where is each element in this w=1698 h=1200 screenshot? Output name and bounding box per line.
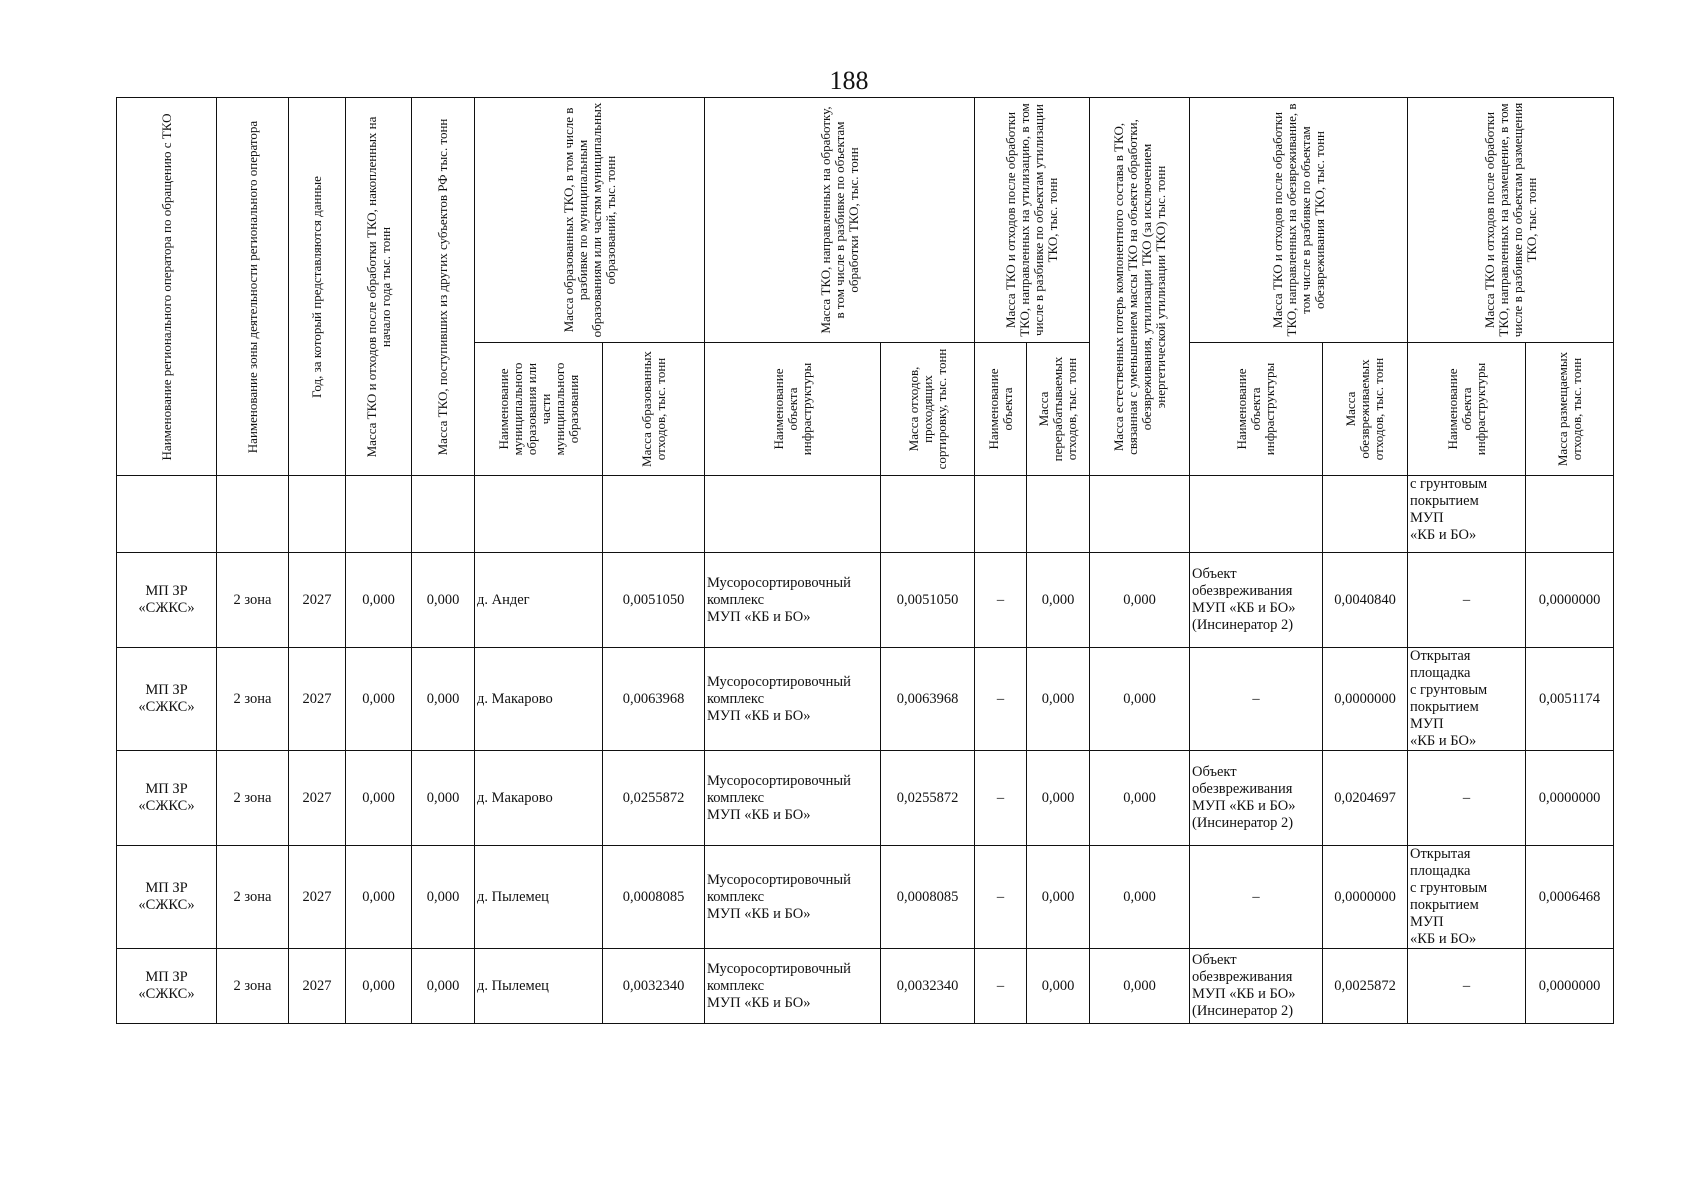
cell-utilization-mass: 0,000	[1027, 846, 1090, 949]
cell-neutralization-mass: 0,0040840	[1323, 553, 1408, 648]
cell-year: 2027	[289, 949, 346, 1024]
cell-processing-mass: 0,0008085	[881, 846, 975, 949]
cell-accumulated: 0,000	[346, 949, 412, 1024]
cell-empty	[475, 476, 603, 553]
table-row	[117, 846, 1614, 949]
cell-placement-mass: 0,0000000	[1526, 553, 1614, 648]
cell-empty	[975, 476, 1027, 553]
cell-operator: МП ЗР «СЖКС»	[117, 648, 217, 751]
header-processing-mass: Масса отходов, проходящих сортировку, тыс. тонн	[881, 343, 975, 476]
cell-empty	[881, 476, 975, 553]
cell-neutralization-object: Объект обезвреживания МУП «КБ и БО» (Инсинератор 2)	[1190, 553, 1323, 648]
cell-empty	[412, 476, 475, 553]
cell-placement-mass: 0,0000000	[1526, 751, 1614, 846]
cell-losses: 0,000	[1090, 846, 1190, 949]
table-row	[117, 949, 1614, 1024]
cell-received: 0,000	[412, 751, 475, 846]
cell-year: 2027	[289, 751, 346, 846]
cell-operator: МП ЗР «СЖКС»	[117, 846, 217, 949]
header-processing-object: Наименование объекта инфраструктуры	[705, 343, 881, 476]
cell-municipality: д. Пылемец	[475, 846, 603, 949]
cell-processing-mass: 0,0255872	[881, 751, 975, 846]
header-operator: Наименование регионального оператора по обращению с ТКО	[117, 98, 217, 476]
cell-placement-object-continued: с грунтовым покрытием МУП «КБ и БО»	[1408, 476, 1526, 553]
cell-municipality: д. Макарово	[475, 648, 603, 751]
cell-formed-mass: 0,0063968	[603, 648, 705, 751]
cell-utilization-object: –	[975, 949, 1027, 1024]
header-zone: Наименование зоны деятельности регионального оператора	[217, 98, 289, 476]
cell-received: 0,000	[412, 553, 475, 648]
cell-losses: 0,000	[1090, 553, 1190, 648]
cell-processing-mass: 0,0051050	[881, 553, 975, 648]
cell-empty	[289, 476, 346, 553]
cell-received: 0,000	[412, 648, 475, 751]
cell-placement-object: –	[1408, 751, 1526, 846]
cell-placement-mass: 0,0051174	[1526, 648, 1614, 751]
cell-formed-mass: 0,0032340	[603, 949, 705, 1024]
cell-year: 2027	[289, 846, 346, 949]
cell-placement-mass: 0,0006468	[1526, 846, 1614, 949]
cell-processing-mass: 0,0032340	[881, 949, 975, 1024]
table-row	[117, 648, 1614, 751]
header-placement-group: Масса ТКО и отходов после обработки ТКО, направленных на размещение, в том числе в разбивке по объектам размещения ТКО, тыс. тонн	[1408, 98, 1614, 343]
cell-utilization-object: –	[975, 553, 1027, 648]
cell-placement-object: Открытая площадка с грунтовым покрытием МУП «КБ и БО»	[1408, 846, 1526, 949]
cell-processing-mass: 0,0063968	[881, 648, 975, 751]
cell-processing-object: Мусоросортировочный комплекс МУП «КБ и БО»	[705, 553, 881, 648]
cell-empty	[705, 476, 881, 553]
cell-processing-object: Мусоросортировочный комплекс МУП «КБ и БО»	[705, 751, 881, 846]
header-neutralization-object: Наименование объекта инфраструктуры	[1190, 343, 1323, 476]
table-row	[117, 553, 1614, 648]
cell-utilization-mass: 0,000	[1027, 751, 1090, 846]
header-utilization-object: Наименование объекта	[975, 343, 1027, 476]
header-accumulated: Масса ТКО и отходов после обработки ТКО, накопленных на начало года тыс. тонн	[346, 98, 412, 476]
page-number: 188	[829, 66, 869, 95]
cell-processing-object: Мусоросортировочный комплекс МУП «КБ и БО»	[705, 648, 881, 751]
cell-zone: 2 зона	[217, 553, 289, 648]
header-placement-mass: Масса размещаемых отходов, тыс. тонн	[1526, 343, 1614, 476]
cell-utilization-object: –	[975, 648, 1027, 751]
header-row-groups	[117, 98, 1614, 343]
continuation-row	[117, 476, 1614, 553]
cell-formed-mass: 0,0008085	[603, 846, 705, 949]
cell-neutralization-mass: 0,0204697	[1323, 751, 1408, 846]
header-neutralization-mass: Масса обезвреживаемых отходов, тыс. тонн	[1323, 343, 1408, 476]
cell-accumulated: 0,000	[346, 648, 412, 751]
cell-placement-object: –	[1408, 949, 1526, 1024]
cell-placement-mass: 0,0000000	[1526, 949, 1614, 1024]
cell-neutralization-object: Объект обезвреживания МУП «КБ и БО» (Инсинератор 2)	[1190, 751, 1323, 846]
cell-empty	[1090, 476, 1190, 553]
cell-processing-object: Мусоросортировочный комплекс МУП «КБ и БО»	[705, 949, 881, 1024]
cell-empty	[117, 476, 217, 553]
cell-empty	[217, 476, 289, 553]
cell-utilization-mass: 0,000	[1027, 648, 1090, 751]
cell-losses: 0,000	[1090, 751, 1190, 846]
cell-zone: 2 зона	[217, 846, 289, 949]
cell-neutralization-mass: 0,0000000	[1323, 846, 1408, 949]
cell-zone: 2 зона	[217, 949, 289, 1024]
cell-empty	[1027, 476, 1090, 553]
cell-neutralization-object: Объект обезвреживания МУП «КБ и БО» (Инсинератор 2)	[1190, 949, 1323, 1024]
cell-municipality: д. Пылемец	[475, 949, 603, 1024]
cell-utilization-mass: 0,000	[1027, 553, 1090, 648]
cell-formed-mass: 0,0255872	[603, 751, 705, 846]
cell-year: 2027	[289, 553, 346, 648]
cell-received: 0,000	[412, 846, 475, 949]
header-year: Год, за который представляются данные	[289, 98, 346, 476]
cell-accumulated: 0,000	[346, 846, 412, 949]
header-neutralization-group: Масса ТКО и отходов после обработки ТКО, направленных на обезвреживание, в том числе в разбивке по объектам обезвреживания ТКО, тыс. тонн	[1190, 98, 1408, 343]
cell-empty	[1323, 476, 1408, 553]
header-utilization-mass: Масса перерабатываемых отходов, тыс. тонн	[1027, 343, 1090, 476]
cell-empty	[1526, 476, 1614, 553]
cell-municipality: д. Макарово	[475, 751, 603, 846]
header-placement-object: Наименование объекта инфраструктуры	[1408, 343, 1526, 476]
cell-received: 0,000	[412, 949, 475, 1024]
header-losses: Масса естественных потерь компонентного состава в ТКО, связанная с уменьшением массы ТКО на объекте обработки, обезвреживания, утилизации ТКО (за исключением энергетической утилизации ТКО) тыс. тонн	[1090, 98, 1190, 476]
header-municipality: Наименование муниципального образования или части муниципального образования	[475, 343, 603, 476]
waste-flow-table	[116, 97, 1614, 1024]
cell-neutralization-object: –	[1190, 648, 1323, 751]
cell-zone: 2 зона	[217, 648, 289, 751]
cell-accumulated: 0,000	[346, 553, 412, 648]
cell-placement-object: Открытая площадка с грунтовым покрытием МУП «КБ и БО»	[1408, 648, 1526, 751]
header-processing-group: Масса ТКО, направленных на обработку, в том числе в разбивке по объектам обработки ТКО, тыс. тонн	[705, 98, 975, 343]
cell-municipality: д. Андег	[475, 553, 603, 648]
cell-empty	[346, 476, 412, 553]
cell-neutralization-mass: 0,0000000	[1323, 648, 1408, 751]
cell-placement-object: –	[1408, 553, 1526, 648]
cell-losses: 0,000	[1090, 949, 1190, 1024]
cell-operator: МП ЗР «СЖКС»	[117, 553, 217, 648]
header-received: Масса ТКО, поступивших из других субъектов РФ тыс. тонн	[412, 98, 475, 476]
header-formed-group: Масса образованных ТКО, в том числе в разбивке по муниципальным образованиям или частям муниципальных образований, тыс. тонн	[475, 98, 705, 343]
cell-empty	[1190, 476, 1323, 553]
header-formed-mass: Масса образованных отходов, тыс. тонн	[603, 343, 705, 476]
cell-empty	[603, 476, 705, 553]
cell-neutralization-object: –	[1190, 846, 1323, 949]
cell-utilization-object: –	[975, 751, 1027, 846]
cell-neutralization-mass: 0,0025872	[1323, 949, 1408, 1024]
cell-operator: МП ЗР «СЖКС»	[117, 949, 217, 1024]
cell-processing-object: Мусоросортировочный комплекс МУП «КБ и БО»	[705, 846, 881, 949]
table-row	[117, 751, 1614, 846]
header-utilization-group: Масса ТКО и отходов после обработки ТКО, направленных на утилизацию, в том числе в разбивке по объектам утилизации ТКО, тыс. тонн	[975, 98, 1090, 343]
cell-year: 2027	[289, 648, 346, 751]
cell-formed-mass: 0,0051050	[603, 553, 705, 648]
cell-zone: 2 зона	[217, 751, 289, 846]
cell-utilization-object: –	[975, 846, 1027, 949]
cell-accumulated: 0,000	[346, 751, 412, 846]
cell-operator: МП ЗР «СЖКС»	[117, 751, 217, 846]
cell-losses: 0,000	[1090, 648, 1190, 751]
cell-utilization-mass: 0,000	[1027, 949, 1090, 1024]
